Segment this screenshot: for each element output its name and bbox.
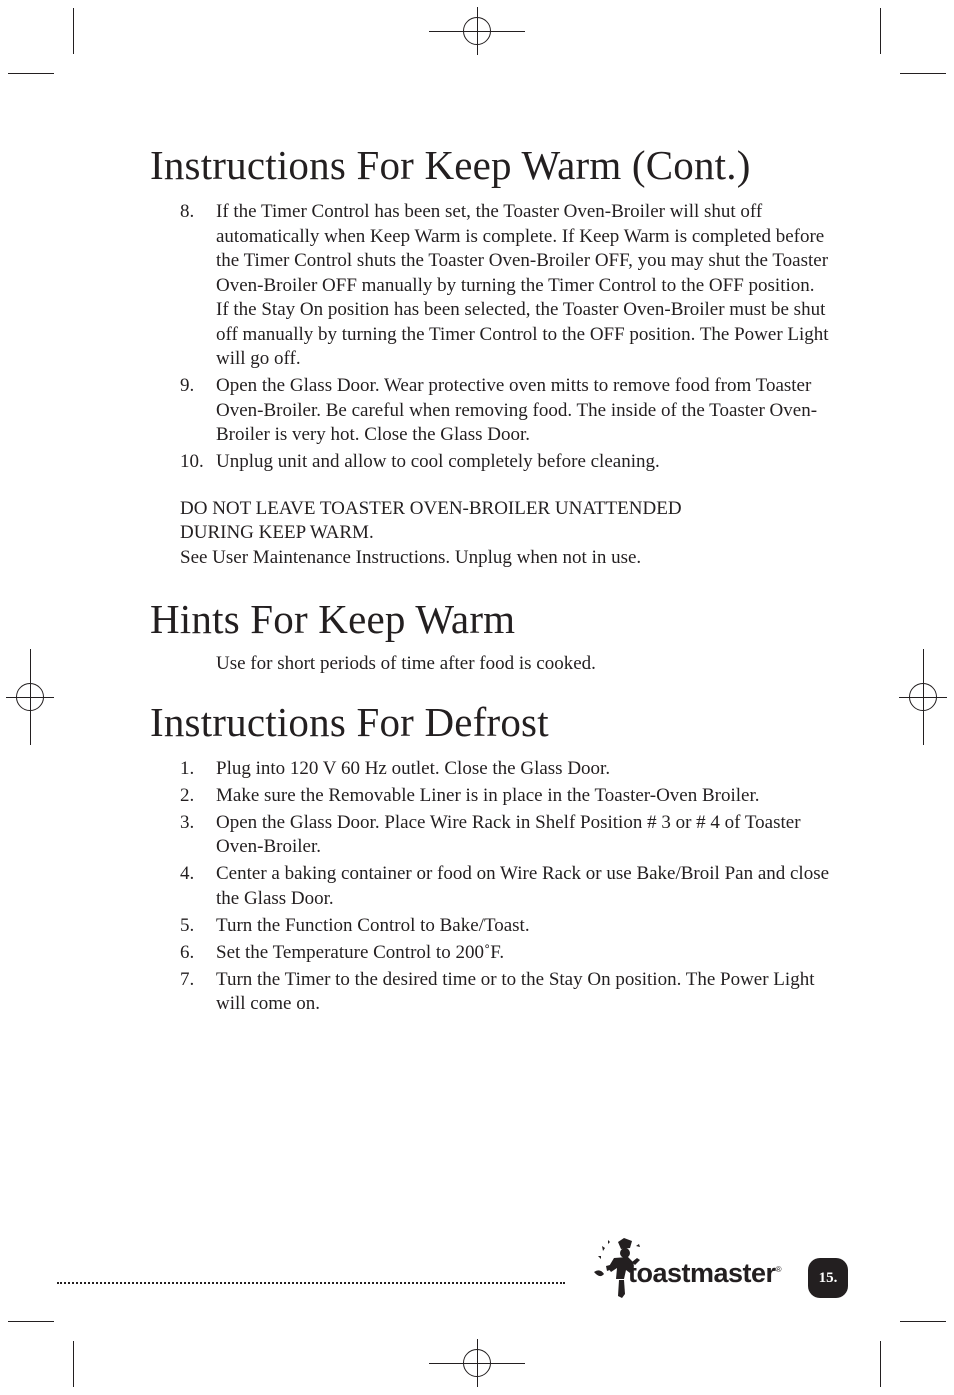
crop-mark	[8, 1321, 54, 1322]
section-title-keep-warm-cont: Instructions For Keep Warm (Cont.)	[150, 142, 751, 188]
defrost-steps	[150, 757, 830, 1017]
step-text: Plug into 120 V 60 Hz outlet. Close the Glass Door.	[216, 757, 611, 779]
brand-name: toastmaster	[628, 1258, 776, 1288]
list-item	[150, 757, 830, 782]
warning-block	[180, 497, 830, 571]
step-number: 2.	[180, 784, 195, 806]
maintenance-note: See User Maintenance Instructions. Unplug when not in use.	[180, 546, 642, 568]
crop-mark	[880, 1341, 881, 1387]
footer-divider	[57, 1282, 565, 1284]
page-content	[150, 138, 830, 1019]
page-number-badge	[808, 1258, 848, 1298]
step-text: Turn the Function Control to Bake/Toast.	[216, 914, 530, 936]
list-item	[150, 968, 830, 1017]
step-text: Make sure the Removable Liner is in place in the Toaster-Oven Broiler.	[216, 784, 760, 806]
registered-mark: ®	[775, 1265, 781, 1274]
step-number: 7.	[180, 968, 195, 990]
list-item	[150, 784, 830, 809]
step-text: Turn the Timer to the desired time or to the Stay On position. The Power Light will come on.	[216, 968, 815, 1014]
step-number: 8.	[180, 201, 195, 222]
step-number: 4.	[180, 863, 195, 884]
step-number: 1.	[180, 757, 195, 779]
section-title-hints: Hints For Keep Warm	[150, 596, 516, 642]
warning-line: DO NOT LEAVE TOASTER OVEN-BROILER UNATTENDED	[180, 497, 682, 519]
list-item	[150, 914, 830, 939]
step-number: 9.	[180, 375, 195, 396]
warning-line: DURING KEEP WARM.	[180, 522, 374, 543]
list-item	[150, 941, 830, 966]
crop-mark	[900, 73, 946, 74]
step-text: Open the Glass Door. Place Wire Rack in Shelf Position # 3 or # 4 of Toaster Oven-Broiler.	[216, 811, 801, 857]
crop-mark	[900, 1321, 946, 1322]
list-item	[150, 862, 830, 911]
list-item	[150, 374, 830, 448]
crop-mark	[73, 1341, 74, 1387]
step-text: If the Timer Control has been set, the Toaster Oven-Broiler will shut off automatically when Keep Warm is complete. If Keep Warm is completed before the Timer Control shuts the Toaster Oven-Broiler OFF, you may shut the Toaster Oven-Broiler OFF manually by turning the Timer Control to the OFF position. If the Stay On position has been selected, the Toaster Oven-Broiler must be shut off manually by turning the Timer Control to the OFF position. The Power Light will go off.	[216, 201, 829, 369]
hint-text: Use for short periods of time after food is cooked.	[216, 653, 596, 674]
keep-warm-steps	[150, 200, 830, 475]
step-number: 5.	[180, 914, 195, 936]
step-number: 3.	[180, 811, 195, 833]
step-text: Center a baking container or food on Wire Rack or use Bake/Broil Pan and close the Glass Door.	[216, 863, 830, 909]
crop-mark	[880, 8, 881, 54]
step-text: Open the Glass Door. Wear protective oven mitts to remove food from Toaster Oven-Broiler. Be careful when removing food. The inside of the Toaster Oven-Broiler is very hot. Close the Glass Door.	[216, 375, 818, 445]
crop-mark	[73, 8, 74, 54]
crop-mark	[8, 73, 54, 74]
list-item	[150, 811, 830, 860]
step-text: Set the Temperature Control to 200˚F.	[216, 941, 505, 963]
page-number: 15.	[818, 1269, 838, 1286]
step-text: Unplug unit and allow to cool completely before cleaning.	[216, 451, 660, 472]
section-title-defrost: Instructions For Defrost	[150, 698, 549, 745]
brand-wordmark	[628, 1258, 781, 1289]
step-number: 6.	[180, 941, 195, 963]
step-number: 10.	[180, 451, 204, 472]
list-item	[150, 200, 830, 372]
list-item	[150, 450, 830, 475]
